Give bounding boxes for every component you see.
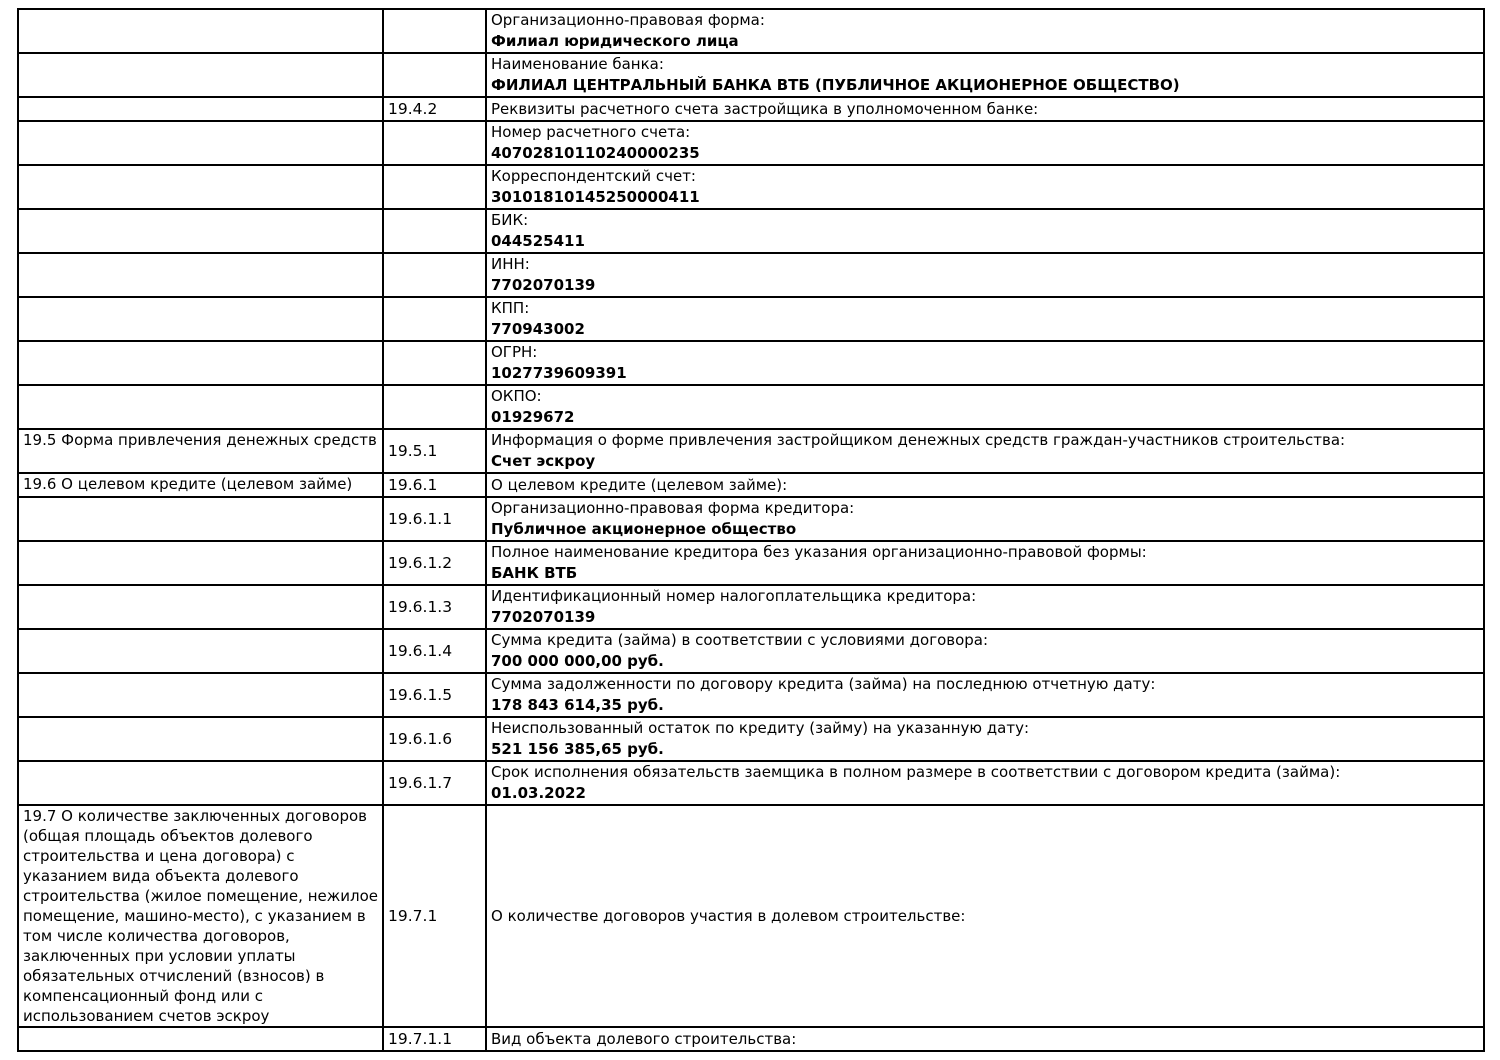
field-label: Организационно-правовая форма:	[491, 11, 765, 29]
table-row	[18, 717, 1484, 761]
field-value: 044525411	[491, 232, 585, 250]
section-cell	[18, 165, 383, 209]
code-cell	[383, 341, 486, 385]
field-label: Организационно-правовая форма кредитора:	[491, 499, 855, 517]
code-cell	[383, 385, 486, 429]
code-cell: 19.6.1.1	[383, 497, 486, 541]
field-value: 770943002	[491, 320, 585, 338]
field-value: 178 843 614,35 руб.	[491, 696, 664, 714]
section-cell: 19.7 О количестве заключенных договоров (общая площадь объектов долевого строительства и цена договора) с указанием вида объекта долевого строительства (жилое помещение, нежилое помещение, машино-место), с указанием в том числе количества договоров, заключенных при условии уплаты обязательных отчислений (взносов) в компенсационный фонд или с использованием счетов эскроу	[18, 805, 383, 1027]
field-label: Наименование банка:	[491, 55, 664, 73]
field-label: Сумма задолженности по договору кредита (займа) на последнюю отчетную дату:	[491, 675, 1156, 693]
content-cell	[486, 541, 1484, 585]
field-label: КПП:	[491, 299, 530, 317]
content-cell	[486, 97, 1484, 121]
content-cell	[486, 629, 1484, 673]
field-value: 40702810110240000235	[491, 144, 700, 162]
code-cell	[383, 253, 486, 297]
field-label: Реквизиты расчетного счета застройщика в уполномоченном банке:	[491, 99, 1039, 118]
section-cell	[18, 629, 383, 673]
table-row	[18, 165, 1484, 209]
table-row	[18, 97, 1484, 121]
field-value: ФИЛИАЛ ЦЕНТРАЛЬНЫЙ БАНКА ВТБ (ПУБЛИЧНОЕ АКЦИОНЕРНОЕ ОБЩЕСТВО)	[491, 76, 1180, 94]
content-cell	[486, 53, 1484, 97]
field-label: ОКПО:	[491, 387, 542, 405]
code-cell: 19.6.1.5	[383, 673, 486, 717]
field-value: 01929672	[491, 408, 575, 426]
field-value: БАНК ВТБ	[491, 564, 578, 582]
field-label: Номер расчетного счета:	[491, 123, 691, 141]
code-cell: 19.7.1	[383, 805, 486, 1027]
content-cell	[486, 473, 1484, 497]
field-value: 7702070139	[491, 276, 596, 294]
content-cell	[486, 761, 1484, 805]
field-label: Идентификационный номер налогоплательщика кредитора:	[491, 587, 977, 605]
table-row	[18, 341, 1484, 385]
table-row	[18, 253, 1484, 297]
section-cell	[18, 253, 383, 297]
section-cell	[18, 497, 383, 541]
content-cell	[486, 1027, 1484, 1051]
table-row	[18, 585, 1484, 629]
code-cell: 19.6.1.4	[383, 629, 486, 673]
code-cell	[383, 297, 486, 341]
field-label: Информация о форме привлечения застройщиком денежных средств граждан-участников строительства:	[491, 431, 1346, 449]
table-row	[18, 53, 1484, 97]
code-cell: 19.5.1	[383, 429, 486, 473]
code-cell: 19.6.1.6	[383, 717, 486, 761]
field-value: 1027739609391	[491, 364, 627, 382]
field-label: О количестве договоров участия в долевом строительстве:	[491, 906, 966, 925]
content-cell	[486, 121, 1484, 165]
field-label: БИК:	[491, 211, 529, 229]
code-cell: 19.6.1.7	[383, 761, 486, 805]
table-row	[18, 497, 1484, 541]
content-cell	[486, 805, 1484, 1027]
declaration-table-body	[18, 9, 1484, 1051]
table-row	[18, 629, 1484, 673]
code-cell	[383, 165, 486, 209]
field-value: Счет эскроу	[491, 452, 596, 470]
field-label: Полное наименование кредитора без указания организационно-правовой формы:	[491, 543, 1147, 561]
field-label: Срок исполнения обязательств заемщика в полном размере в соответствии с договором кредита (займа):	[491, 763, 1341, 781]
field-label: ОГРН:	[491, 343, 538, 361]
field-value: 700 000 000,00 руб.	[491, 652, 664, 670]
section-cell	[18, 97, 383, 121]
declaration-table	[17, 8, 1485, 1052]
code-cell: 19.6.1.2	[383, 541, 486, 585]
content-cell	[486, 429, 1484, 473]
table-row	[18, 385, 1484, 429]
field-label: Сумма кредита (займа) в соответствии с условиями договора:	[491, 631, 989, 649]
section-cell	[18, 341, 383, 385]
section-cell	[18, 9, 383, 53]
table-row	[18, 297, 1484, 341]
content-cell	[486, 253, 1484, 297]
content-cell	[486, 497, 1484, 541]
field-value: 521 156 385,65 руб.	[491, 740, 664, 758]
field-value: 01.03.2022	[491, 784, 586, 802]
content-cell	[486, 585, 1484, 629]
section-cell	[18, 297, 383, 341]
field-label: ИНН:	[491, 255, 530, 273]
section-cell	[18, 53, 383, 97]
table-row	[18, 209, 1484, 253]
table-row	[18, 1027, 1484, 1051]
section-cell: 19.6 О целевом кредите (целевом займе)	[18, 473, 383, 497]
content-cell	[486, 717, 1484, 761]
field-value: 30101810145250000411	[491, 188, 700, 206]
section-cell	[18, 761, 383, 805]
content-cell	[486, 209, 1484, 253]
content-cell	[486, 9, 1484, 53]
field-label: Вид объекта долевого строительства:	[491, 1029, 797, 1048]
table-row	[18, 541, 1484, 585]
code-cell	[383, 121, 486, 165]
section-cell	[18, 385, 383, 429]
section-cell	[18, 209, 383, 253]
field-label: О целевом кредите (целевом займе):	[491, 475, 788, 494]
content-cell	[486, 165, 1484, 209]
table-row	[18, 673, 1484, 717]
code-cell	[383, 9, 486, 53]
table-row	[18, 761, 1484, 805]
section-cell	[18, 673, 383, 717]
table-row	[18, 473, 1484, 497]
code-cell: 19.6.1	[383, 473, 486, 497]
field-label: Неиспользованный остаток по кредиту (займу) на указанную дату:	[491, 719, 1030, 737]
section-cell: 19.5 Форма привлечения денежных средств	[18, 429, 383, 473]
code-cell: 19.6.1.3	[383, 585, 486, 629]
section-cell	[18, 121, 383, 165]
content-cell	[486, 341, 1484, 385]
table-row	[18, 121, 1484, 165]
content-cell	[486, 297, 1484, 341]
code-cell: 19.4.2	[383, 97, 486, 121]
section-cell	[18, 585, 383, 629]
section-cell	[18, 717, 383, 761]
field-value: 7702070139	[491, 608, 596, 626]
code-cell	[383, 53, 486, 97]
section-cell	[18, 1027, 383, 1051]
code-cell	[383, 209, 486, 253]
field-label: Корреспондентский счет:	[491, 167, 696, 185]
code-cell: 19.7.1.1	[383, 1027, 486, 1051]
field-value: Публичное акционерное общество	[491, 520, 797, 538]
section-cell	[18, 541, 383, 585]
table-row	[18, 805, 1484, 1027]
content-cell	[486, 385, 1484, 429]
table-row	[18, 429, 1484, 473]
table-row	[18, 9, 1484, 53]
content-cell	[486, 673, 1484, 717]
field-value: Филиал юридического лица	[491, 32, 739, 50]
